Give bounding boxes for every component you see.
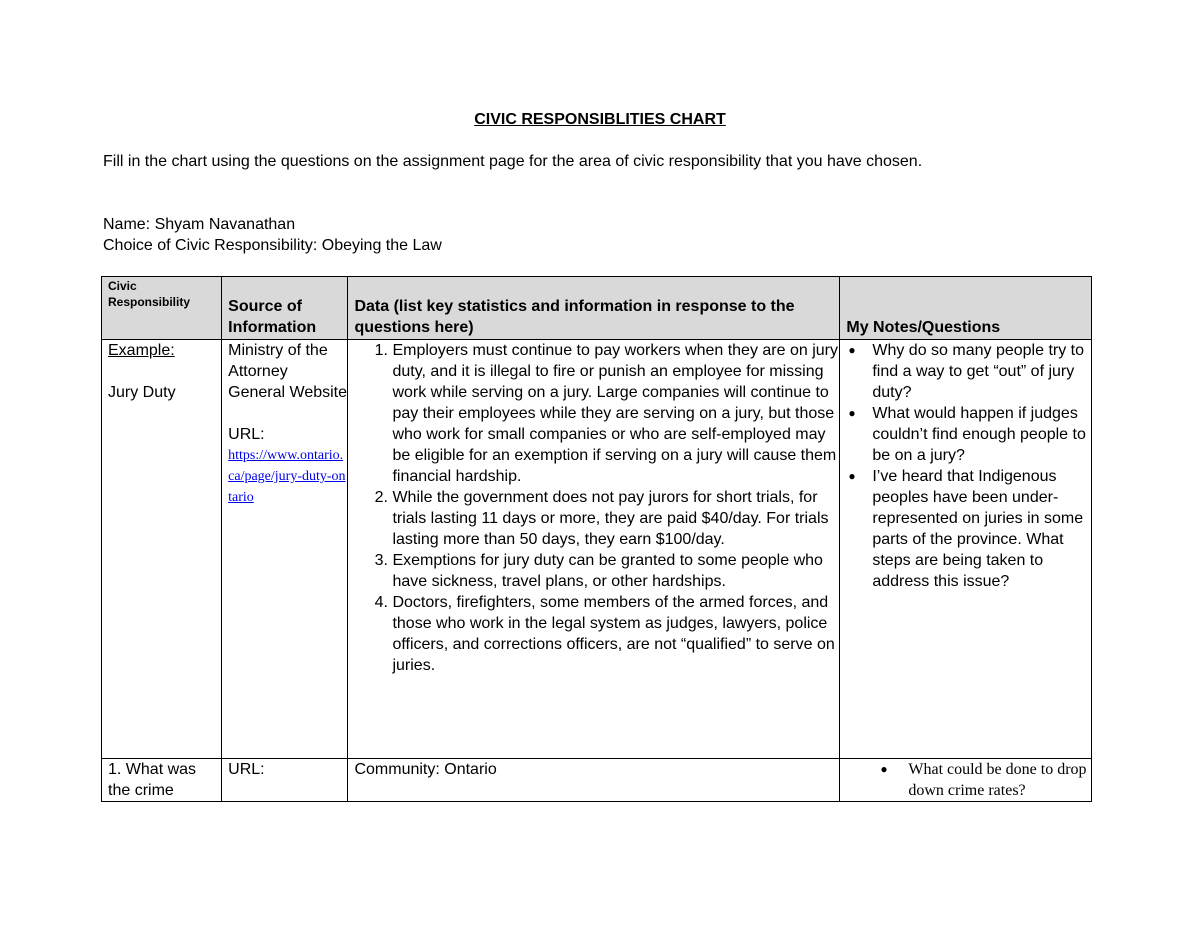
example-url-link[interactable]: https://www.ontario.ca/page/jury-duty-ontario [228,448,346,505]
example-notes-cell [840,340,1092,759]
example-source-name: Ministry of the Attorney General Website [228,342,348,401]
example-row [102,340,1092,759]
bullet-icon: ● [848,406,856,420]
bullet-icon: ● [880,762,888,776]
table-header-row [102,277,1092,340]
list-item: 3. Exemptions for jury duty can be granted to some people who have sickness, travel plans, or other hardships. [392,550,839,592]
header-notes: My Notes/Questions [840,277,1092,340]
instructions: Fill in the chart using the questions on the assignment page for the area of civic responsibility that you have chosen. [103,153,923,170]
document-title: CIVIC RESPONSIBLITIES CHART [474,111,726,128]
example-civic-cell [102,340,222,759]
row1-url-cell[interactable]: URL: [222,759,348,802]
civic-choice: Choice of Civic Responsibility: Obeying the Law [103,237,442,254]
list-item: ● I’ve heard that Indigenous peoples have been under-represented on juries in some parts of the province. What steps are being taken to address this issue? [848,468,1084,590]
example-label: Example: [108,342,175,359]
row1-data-cell[interactable]: Community: Ontario [348,759,840,802]
list-item: 2. While the government does not pay jurors for short trials, for trials lasting 11 days or more, they are paid $40/day. For trials lasting more than 50 days, they earn $100/day. [392,487,839,550]
list-item: ● What would happen if judges couldn’t find enough people to be on a jury? [848,405,1086,464]
example-data-cell [348,340,840,759]
list-item: 4. Doctors, firefighters, some members of the armed forces, and those who work in the legal system as judges, lawyers, police officers, and corrections officers, are not “qualified” to serve on juries. [392,592,839,676]
header-data: Data (list key statistics and information in response to the questions here) [348,277,840,340]
civic-chart-table [101,276,1092,802]
student-name: Name: Shyam Navanathan [103,216,296,233]
question-row-1 [102,759,1092,802]
example-source-cell [222,340,348,759]
example-url-label: URL: [228,426,265,443]
list-item: ● Why do so many people try to find a way to get “out” of jury duty? [848,342,1085,401]
list-item: ● What could be done to drop down crime rates? [880,761,1087,799]
row1-notes-cell[interactable] [840,759,1092,802]
header-civic-responsibility: Civic Responsibility [102,277,222,340]
bullet-icon: ● [848,343,856,357]
example-data-list [354,340,839,676]
list-item: 1. Employers must continue to pay workers when they are on jury duty, and it is illegal to fire or punish an employee for missing work while serving on a jury. Large companies will continue to pay their employees while they are serving on a jury, but those who work for small companies or who are self-employed may be eligible for an exemption if serving on a jury will cause them financial hardship. [392,340,839,487]
example-topic: Jury Duty [108,384,176,401]
example-notes-list [846,340,1091,592]
header-source: Source of Information [222,277,348,340]
row1-notes-list [846,759,1091,801]
bullet-icon: ● [848,469,856,483]
row1-question-cell: 1. What was the crime [102,759,222,802]
